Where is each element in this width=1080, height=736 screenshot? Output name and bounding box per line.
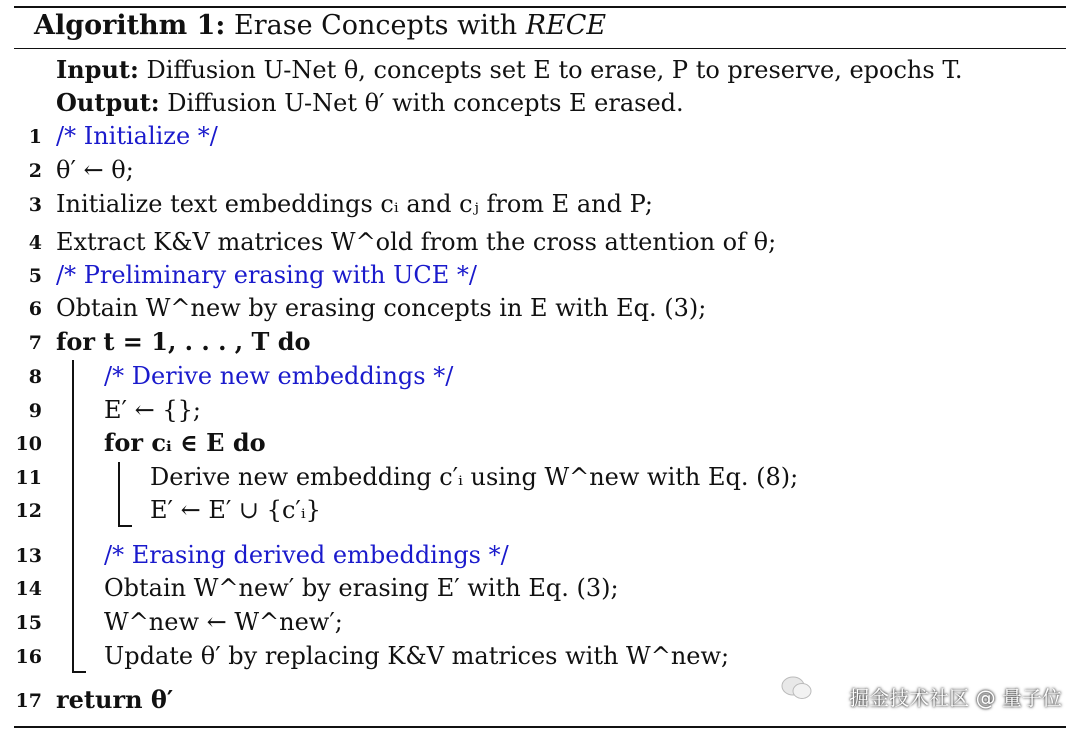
line-number: 8 — [28, 366, 42, 388]
line-number: 16 — [15, 646, 42, 668]
output-text: Diffusion U-Net θ′ with concepts E erased. — [167, 89, 684, 117]
line-number: 12 — [15, 500, 42, 522]
output-label: Output: — [56, 88, 160, 117]
code-line-7: for t = 1, . . . , T do — [56, 327, 311, 356]
input-line — [56, 55, 962, 85]
line-number: 15 — [15, 612, 42, 634]
output-line — [56, 88, 684, 118]
line-number: 7 — [28, 332, 42, 354]
code-line-4: Extract K&V matrices W^old from the cross attention of θ; — [56, 228, 777, 256]
wechat-icon — [780, 674, 814, 702]
code-line-10: for cᵢ ∈ E do — [104, 428, 266, 457]
inner-for-block-end — [118, 525, 132, 527]
for-block-end — [72, 671, 86, 673]
line-number: 3 — [28, 194, 42, 216]
line-number: 13 — [15, 545, 42, 567]
title-rule — [14, 48, 1066, 49]
algorithm-title-text: Erase Concepts with — [234, 10, 518, 41]
code-line-2: θ′ ← θ; — [56, 156, 134, 184]
line-number: 1 — [28, 126, 42, 148]
code-line-15: W^new ← W^new′; — [104, 608, 343, 636]
line-number: 9 — [28, 400, 42, 422]
algorithm-method-name: RECE — [525, 10, 607, 41]
algorithm-title — [34, 10, 606, 41]
code-line-16: Update θ′ by replacing K&V matrices with W^new; — [104, 642, 730, 670]
code-line-11: Derive new embedding c′ᵢ using W^new with Eq. (8); — [150, 463, 799, 491]
code-line-8: /* Derive new embeddings */ — [104, 362, 454, 390]
top-rule — [14, 6, 1066, 8]
inner-for-block-bar — [118, 462, 120, 526]
code-line-9: E′ ← {}; — [104, 396, 201, 424]
bottom-rule — [14, 726, 1066, 728]
code-line-5: /* Preliminary erasing with UCE */ — [56, 261, 477, 289]
code-line-6: Obtain W^new by erasing concepts in E with Eq. (3); — [56, 294, 707, 322]
line-number: 4 — [28, 232, 42, 254]
for-block-bar — [72, 360, 74, 672]
line-number: 2 — [28, 160, 42, 182]
code-line-1: /* Initialize */ — [56, 122, 218, 150]
input-label: Input: — [56, 55, 139, 84]
code-line-13: /* Erasing derived embeddings */ — [104, 541, 509, 569]
line-number: 6 — [28, 298, 42, 320]
line-number: 17 — [15, 690, 42, 712]
code-line-17: return θ′ — [56, 685, 174, 714]
code-line-14: Obtain W^new′ by erasing E′ with Eq. (3); — [104, 574, 619, 602]
input-text: Diffusion U-Net θ, concepts set E to erase, P to preserve, epochs T. — [146, 56, 963, 84]
line-number: 5 — [28, 265, 42, 287]
code-line-12: E′ ← E′ ∪ {c′ᵢ} — [150, 496, 321, 524]
watermark-text: 掘金技术社区 @ 量子位 — [849, 686, 1062, 710]
line-number: 14 — [15, 578, 42, 600]
line-number: 10 — [15, 433, 42, 455]
code-line-3: Initialize text embeddings cᵢ and cⱼ from E and P; — [56, 190, 653, 218]
line-number: 11 — [15, 467, 42, 489]
algorithm-label: Algorithm 1: — [34, 10, 226, 41]
